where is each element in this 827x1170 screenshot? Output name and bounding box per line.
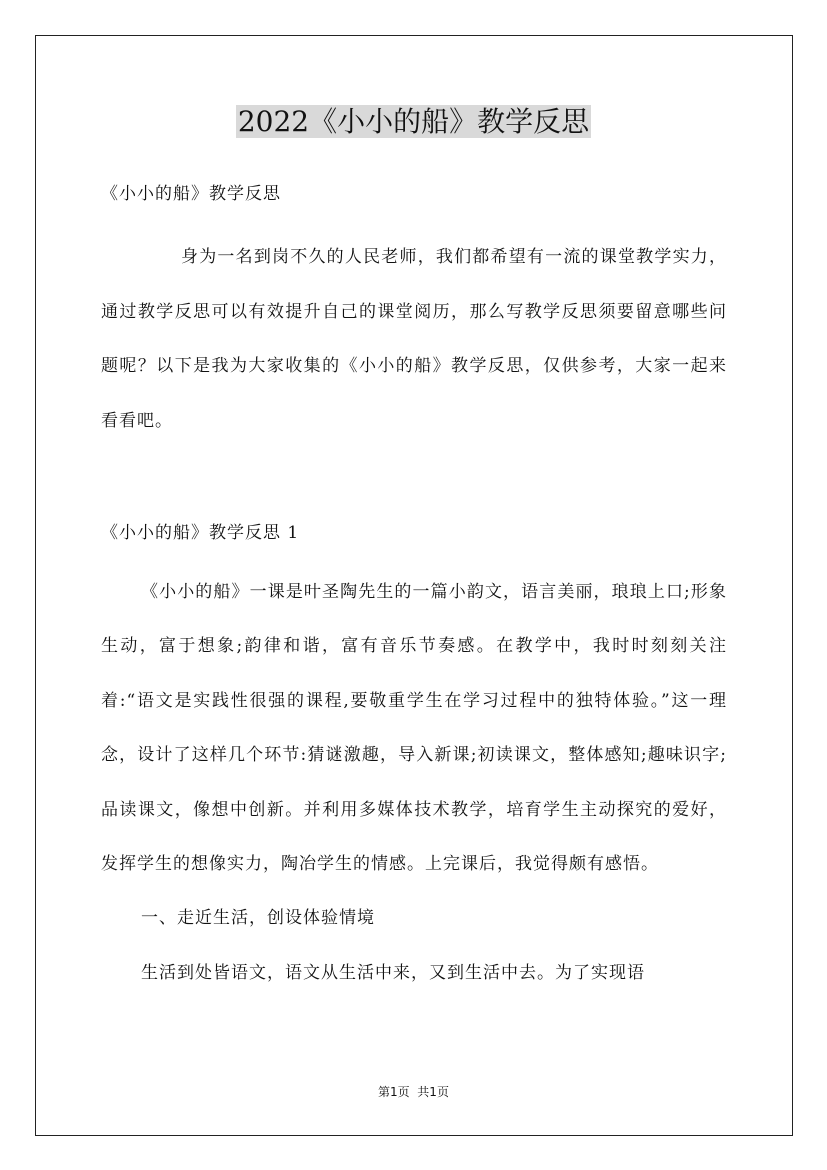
document-subtitle: 《小小的船》教学反思 [101,184,281,204]
document-body [101,176,727,1000]
title-text: 2022《小小的船》教学反思 [237,105,590,138]
section-heading: 《小小的船》教学反思 1 [101,523,300,543]
sub-heading: 一、走近生活，创设体验情境 [141,908,375,929]
document-title [0,100,827,144]
page-footer: 第1页 共1页 [378,1085,449,1099]
body-paragraph-continued: 生活到处皆语文，语文从生活中来，又到生活中去。为了实现语 [141,962,645,983]
body-paragraph: 《小小的船》一课是叶圣陶先生的一篇小韵文，语言美丽，琅琅上口;形象生动，富于想象;韵律和谐，富有音乐节奏感。在教学中，我时时刻刻关注着:“语文是实践性很强的课程,要敬重学生在学习过程中的独特体验。”这一理念，设计了这样几个环节:猜谜激趣，导入新课;初读课文，整体感知;趣味识字;品读课文，像想中创新。并利用多媒体技术教学，培育学生主动探究的爱好，发挥学生的想像实力，陶冶学生的情感。上完课后，我觉得颇有感悟。 [101,582,727,875]
intro-paragraph: 身为一名到岗不久的人民老师，我们都希望有一流的课堂教学实力，通过教学反思可以有效提升自己的课堂阅历，那么写教学反思须要留意哪些问题呢？以下是我为大家收集的《小小的船》教学反思，仅供参考，大家一起来看看吧。 [101,247,727,431]
